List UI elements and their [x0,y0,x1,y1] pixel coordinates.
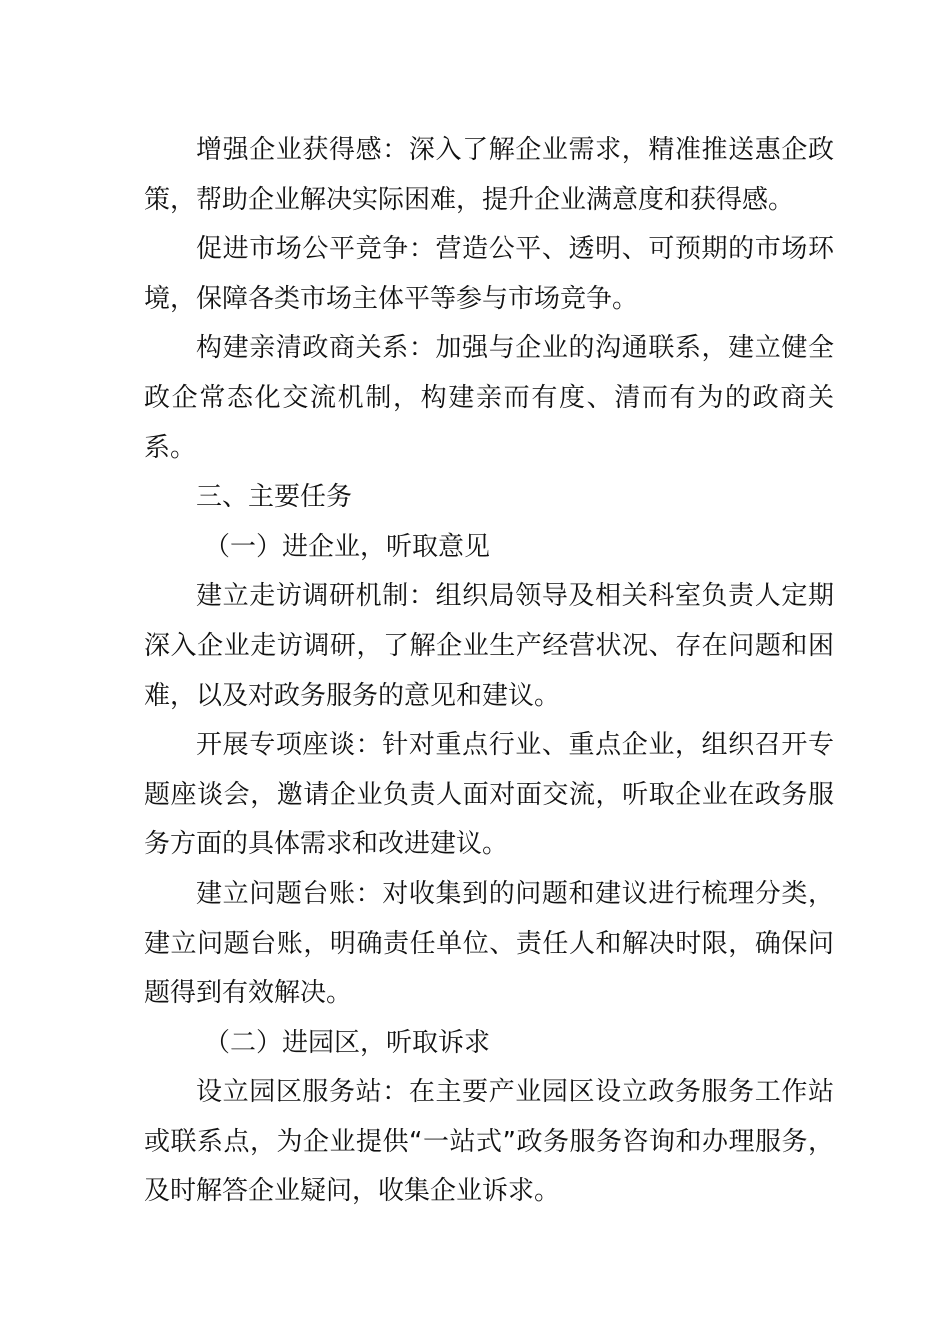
paragraph-special-forum: 开展专项座谈：针对重点行业、重点企业，组织召开专题座谈会，邀请企业负责人面对面交流，听取企业在政务服务方面的具体需求和改进建议。 [144,730,834,860]
subsection-heading-enterprise: （一）进企业，听取意见 [204,531,491,562]
subsection-heading-park: （二）进园区，听取诉求 [204,1027,491,1058]
paragraph-park-service-station: 设立园区服务站：在主要产业园区设立政务服务工作站或联系点，为企业提供“一站式”政务服务咨询和办理服务，及时解答企业疑问，收集企业诉求。 [144,1077,834,1207]
section-heading-main-tasks: 三、主要任务 [196,482,353,513]
document-body [144,126,834,1217]
paragraph-enterprise-gain: 增强企业获得感：深入了解企业需求，精准推送惠企政策，帮助企业解决实际困难，提升企业满意度和获得感。 [144,135,834,215]
paragraph-visit-mechanism: 建立走访调研机制：组织局领导及相关科室负责人定期深入企业走访调研，了解企业生产经营状况、存在问题和困难，以及对政务服务的意见和建议。 [144,581,834,711]
paragraph-issue-ledger: 建立问题台账：对收集到的问题和建议进行梳理分类，建立问题台账，明确责任单位、责任人和解决时限，确保问题得到有效解决。 [144,878,834,1009]
paragraph-govt-business-relations: 构建亲清政商关系：加强与企业的沟通联系，建立健全政企常态化交流机制，构建亲而有度、清而有为的政商关系。 [144,333,834,463]
paragraph-fair-competition: 促进市场公平竞争：营造公平、透明、可预期的市场环境，保障各类市场主体平等参与市场竞争。 [144,234,834,314]
